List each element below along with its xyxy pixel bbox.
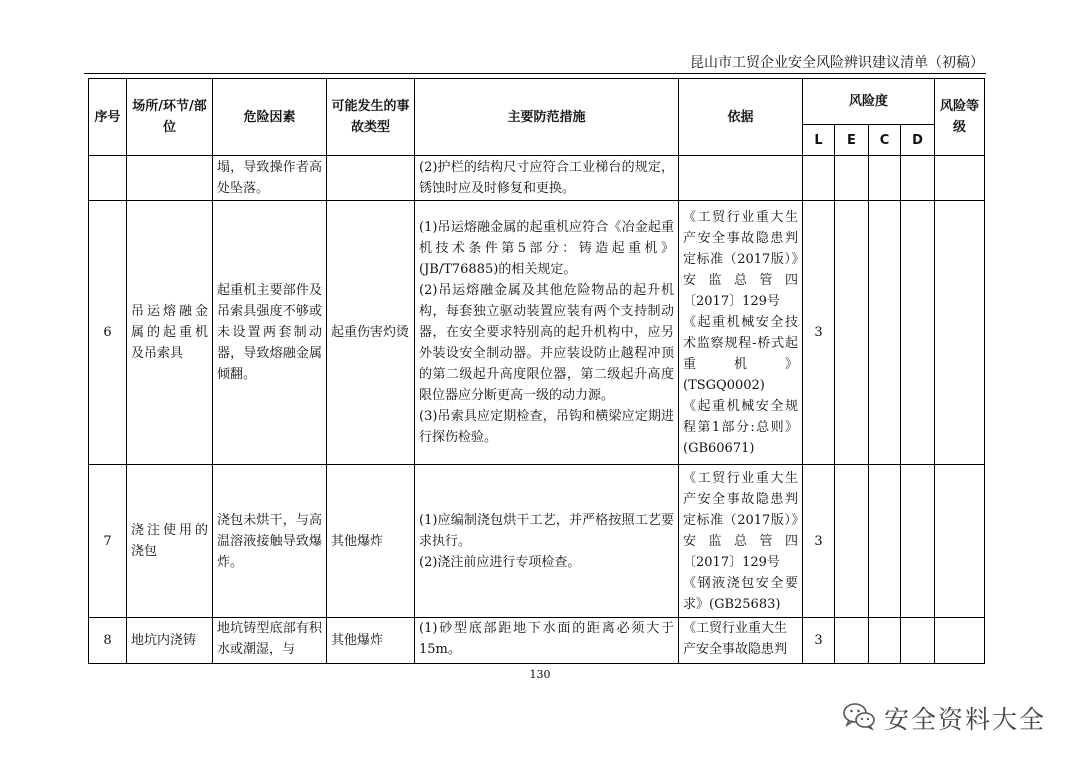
col-header-e: E: [835, 125, 869, 156]
measure-item: (1)应编制浇包烘干工艺，并严格按照工艺要求执行。: [419, 512, 674, 549]
cell-location: 吊运熔融金属的起重机及吊索具: [127, 201, 213, 465]
cell-measures: [415, 618, 679, 664]
cell-basis: [679, 156, 803, 201]
cell-l: 3: [803, 618, 835, 664]
basis-item: 《工贸行业重大生产安全事故隐患判定标准（2017版）》安监总管四〔2017〕129号: [683, 470, 798, 570]
cell-e: [835, 156, 869, 201]
measure-item: (3)吊索具应定期检查，吊钩和横梁应定期进行探伤检验。: [419, 409, 674, 445]
cell-e: [835, 201, 869, 465]
cell-accident: 其他爆炸: [327, 618, 415, 664]
table-row: [89, 465, 985, 618]
cell-l: 3: [803, 201, 835, 465]
cell-accident: [327, 156, 415, 201]
measure-item: (2)吊运熔融金属及其他危险物品的起升机构，每套独立驱动装置应装有两个支持制动器，在安全要求特别高的起升机构中，应另外装设安全制动器。并应装设防止越程冲顶的第二级起升高度限位器，第二级起升高度限位器应分断更高一级的动力源。: [419, 283, 674, 403]
measure-item: (1)吊运熔融金属的起重机应符合《冶金起重机技术条件第5部分：铸造起重机》(JB/T76885)的相关规定。: [419, 220, 674, 277]
risk-table: [88, 78, 985, 664]
cell-d: [901, 465, 935, 618]
cell-hazard: 塌，导致操作者高处坠落。: [213, 156, 327, 201]
cell-l: 3: [803, 465, 835, 618]
basis-item: 《起重机械安全规程第1部分:总则》(GB60671): [683, 398, 798, 456]
col-header-measures: 主要防范措施: [415, 79, 679, 156]
cell-basis: [679, 618, 803, 664]
measure-item: (2)浇注前应进行专项检查。: [419, 554, 581, 570]
cell-basis: [679, 465, 803, 618]
basis-item: 《钢液浇包安全要求》(GB25683): [683, 575, 798, 612]
cell-level: [935, 465, 985, 618]
cell-level: [935, 156, 985, 201]
cell-no: 7: [89, 465, 127, 618]
cell-hazard: 地坑铸型底部有积水或潮湿，与: [213, 618, 327, 664]
cell-accident: 其他爆炸: [327, 465, 415, 618]
cell-e: [835, 618, 869, 664]
col-header-location: 场所/环节/部位: [127, 79, 213, 156]
cell-level: [935, 201, 985, 465]
col-header-c: C: [869, 125, 901, 156]
cell-c: [869, 156, 901, 201]
col-header-l: L: [803, 125, 835, 156]
watermark-text: 安全资料大全: [883, 705, 1046, 734]
cell-no: [89, 156, 127, 201]
page-number: 130: [529, 668, 551, 681]
col-header-risk-degree: 风险度: [803, 79, 935, 125]
cell-e: [835, 465, 869, 618]
cell-accident: 起重伤害灼烫: [327, 201, 415, 465]
header-rule: [84, 73, 986, 74]
col-header-accident: 可能发生的事故类型: [327, 79, 415, 156]
cell-l: [803, 156, 835, 201]
cell-no: 8: [89, 618, 127, 664]
table-row: [89, 618, 985, 664]
measure-item: (1)砂型底部距地下水面的距离必须大于15m。: [419, 621, 674, 657]
cell-location: [127, 156, 213, 201]
measure-item: (2)护栏的结构尺寸应符合工业梯台的规定，锈蚀时应及时修复和更换。: [419, 160, 674, 196]
cell-d: [901, 201, 935, 465]
cell-location: 浇注使用的浇包: [127, 465, 213, 618]
cell-location: 地坑内浇铸: [127, 618, 213, 664]
col-header-risk-level: 风险等级: [935, 79, 985, 156]
cell-hazard: 起重机主要部件及吊索具强度不够或未设置两套制动器，导致熔融金属倾翻。: [213, 201, 327, 465]
page-header-title: 昆山市工贸企业安全风险辨识建议清单（初稿）: [690, 55, 984, 71]
cell-c: [869, 618, 901, 664]
cell-d: [901, 618, 935, 664]
watermark: [842, 700, 1046, 736]
cell-measures: [415, 201, 679, 465]
cell-basis: [679, 201, 803, 465]
basis-item: 《工贸行业重大生产安全事故隐患判定标准（2017版）》安监总管四〔2017〕129号: [683, 209, 798, 309]
cell-c: [869, 465, 901, 618]
col-header-hazard: 危险因素: [213, 79, 327, 156]
basis-item: 《起重机械安全技术监察规程-桥式起重机》(TSGQ0002): [683, 314, 798, 393]
col-header-d: D: [901, 125, 935, 156]
wechat-icon: [842, 701, 876, 735]
basis-item: 《工贸行业重大生产安全事故隐患判: [683, 621, 788, 657]
table-row: [89, 156, 985, 201]
cell-d: [901, 156, 935, 201]
table-row: [89, 201, 985, 465]
cell-hazard: 浇包未烘干，与高温溶液接触导致爆炸。: [213, 465, 327, 618]
cell-measures: [415, 465, 679, 618]
col-header-no: 序号: [89, 79, 127, 156]
cell-no: 6: [89, 201, 127, 465]
cell-c: [869, 201, 901, 465]
cell-measures: [415, 156, 679, 201]
cell-level: [935, 618, 985, 664]
col-header-basis: 依据: [679, 79, 803, 156]
